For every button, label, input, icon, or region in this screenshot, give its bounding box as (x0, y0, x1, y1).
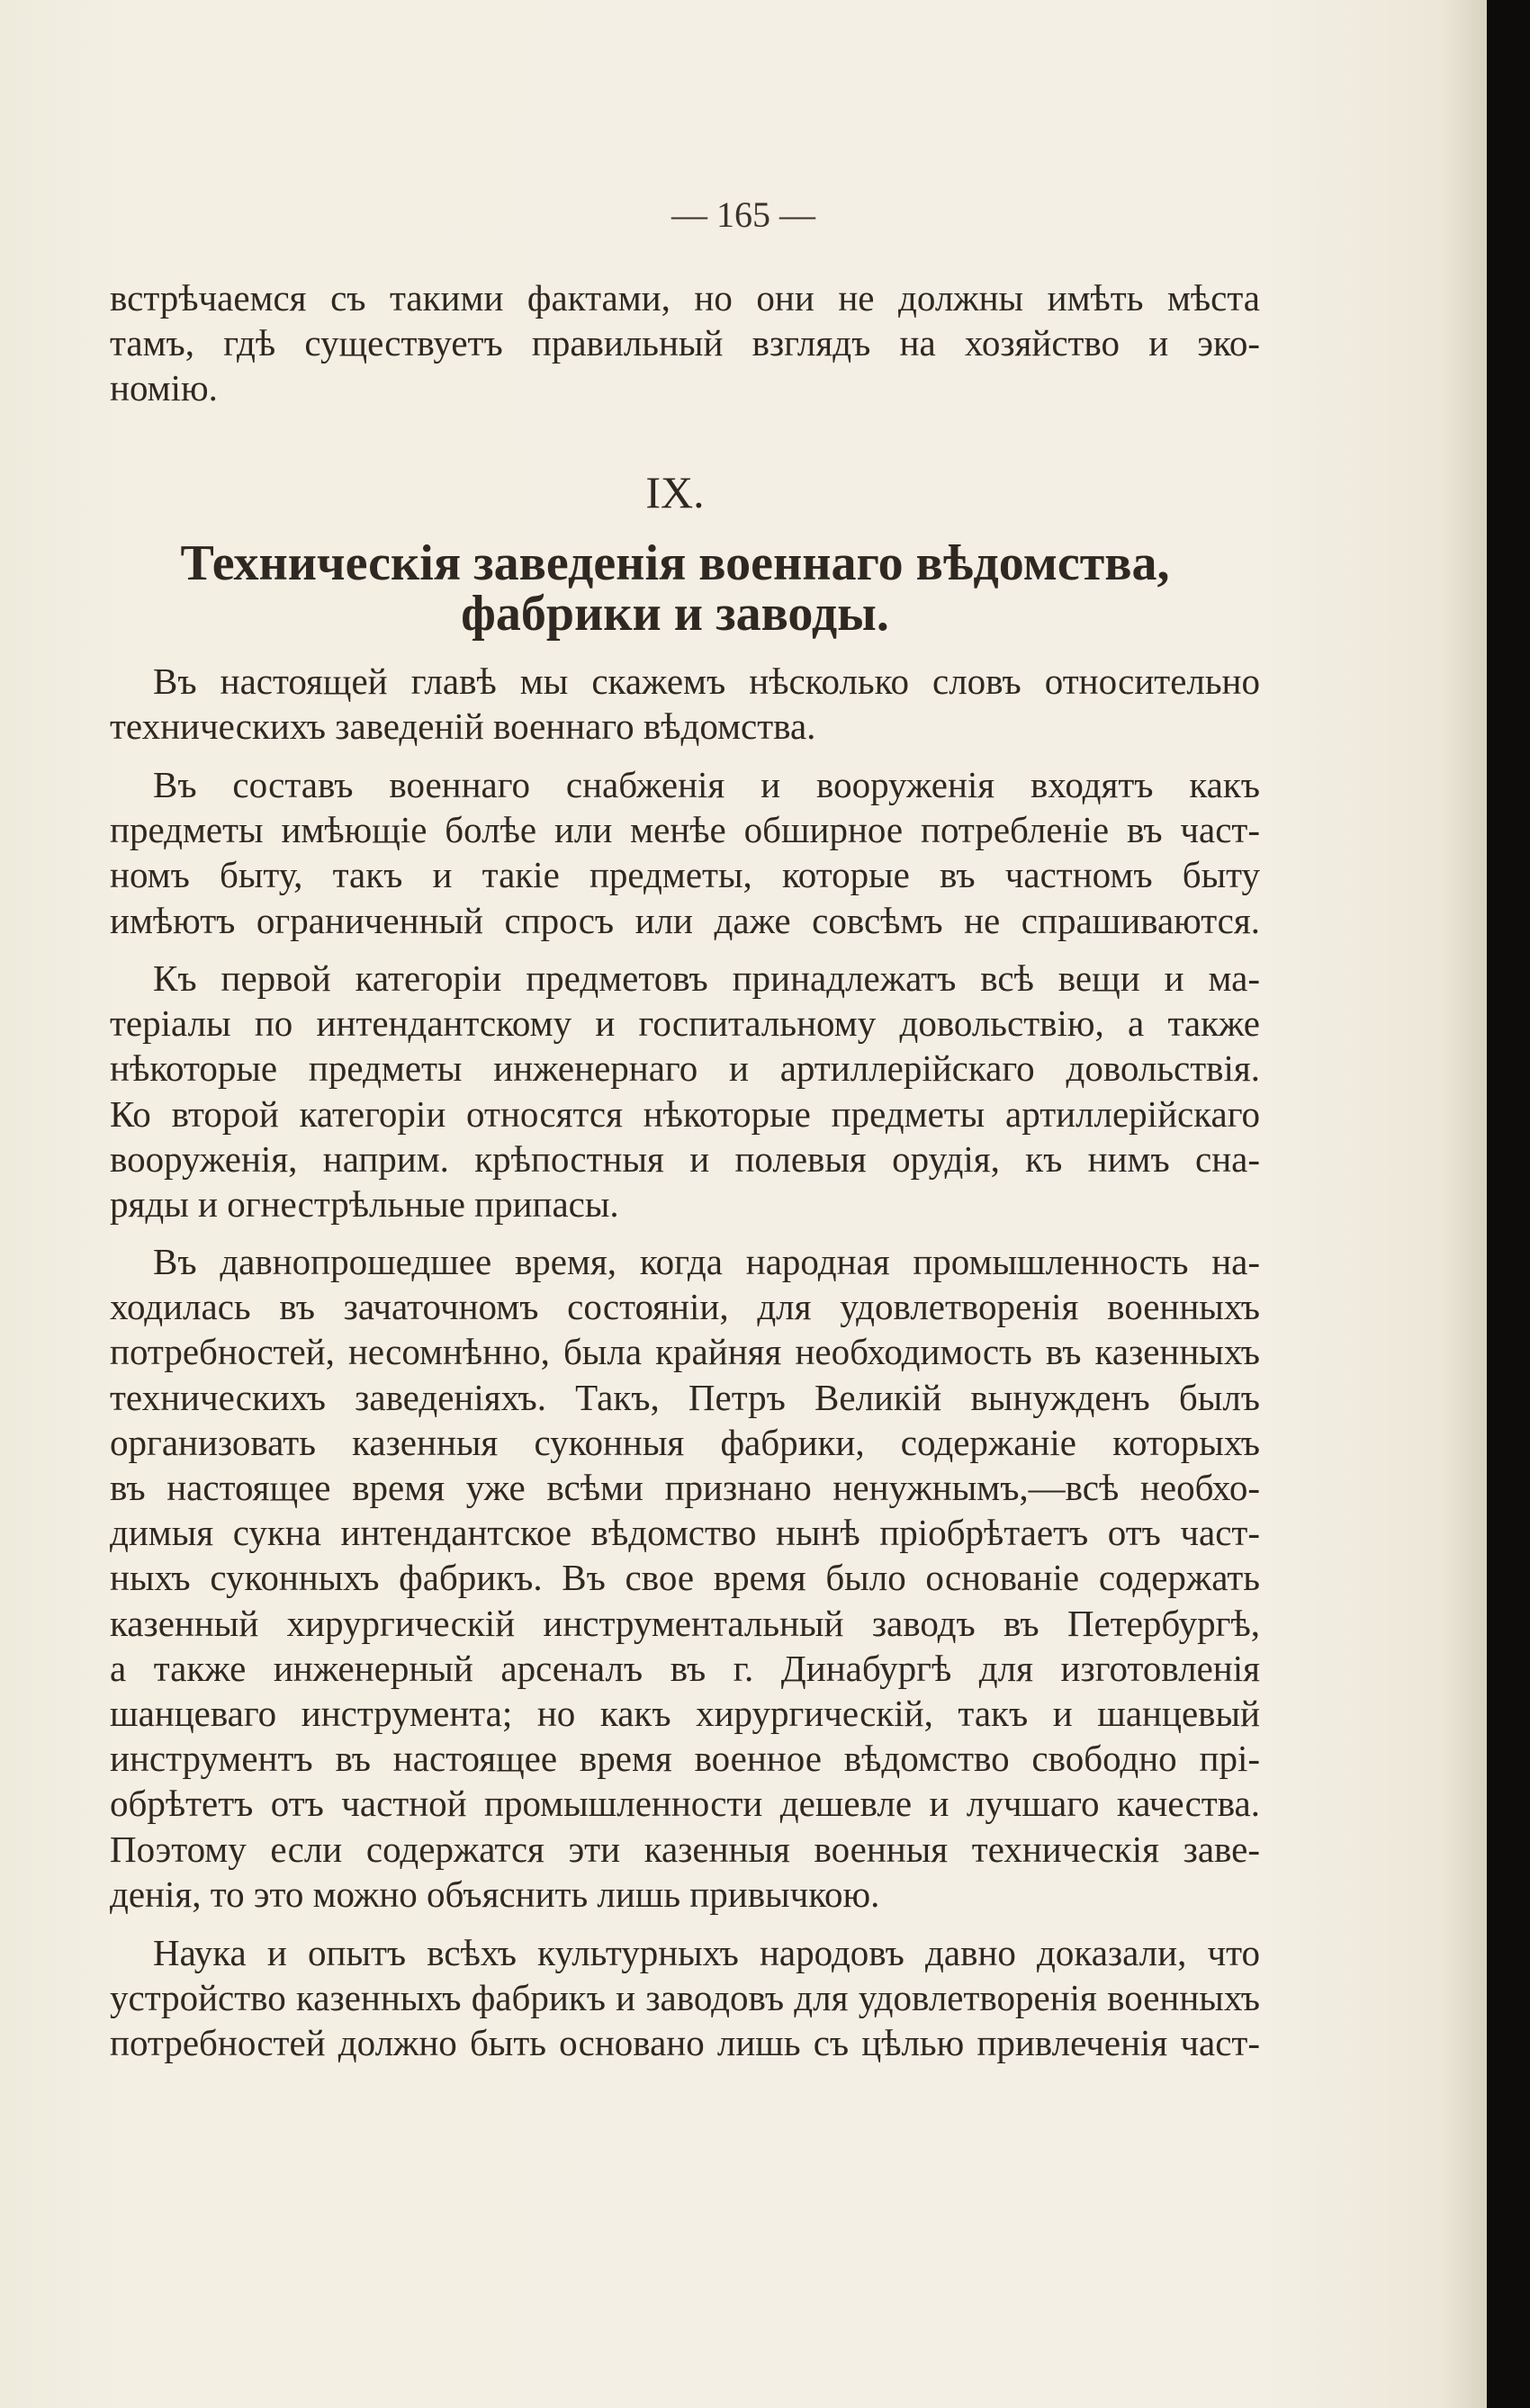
chapter-title-line: фабрики и заводы. (461, 586, 889, 642)
text-line: потребностей должно быть основано лишь съ цѣлью привлеченія част- (110, 2022, 1260, 2064)
text-line: а также инженерный арсеналъ въ г. Динабургѣ для изготовленія (110, 1647, 1260, 1689)
chapter-number: IX. (645, 467, 705, 517)
text-line: устройство казенныхъ фабрикъ и заводовъ для удовлетворенія военныхъ (110, 1977, 1260, 2019)
text-line: Къ первой категоріи предметовъ принадлежатъ всѣ вещи и ма- (153, 957, 1260, 999)
text-line: ходилась въ зачаточномъ состояніи, для удовлетворенія военныхъ (110, 1286, 1260, 1328)
chapter-title-line: Техническія заведенія военнаго вѣдомства, (180, 535, 1170, 591)
text-line: ряды и огнестрѣльные припасы. (110, 1183, 619, 1225)
text-line: встрѣчаемся съ такими фактами, но они не должны имѣть мѣста (110, 277, 1260, 319)
text-line: ныхъ суконныхъ фабрикъ. Въ свое время было основаніе содержать (110, 1557, 1260, 1599)
text-line: номію. (110, 367, 218, 409)
text-line: техническихъ заведеній военнаго вѣдомства. (110, 705, 816, 748)
text-line: номъ быту, такъ и такіе предметы, которые въ частномъ быту (110, 854, 1260, 896)
text-line: шанцеваго инструмента; но какъ хирургическій, такъ и шанцевый (110, 1693, 1260, 1734)
text-line: казенный хирургическій инструментальный заводъ въ Петербургѣ, (110, 1602, 1260, 1644)
text-line: Наука и опытъ всѣхъ культурныхъ народовъ давно доказали, что (153, 1932, 1260, 1973)
text-line: техническихъ заведеніяхъ. Такъ, Петръ Великій вынужденъ былъ (110, 1376, 1260, 1418)
text-line: димыя сукна интендантское вѣдомство нынѣ пріобрѣтаетъ отъ част- (110, 1512, 1260, 1554)
page-number: — 165 — (671, 194, 815, 235)
text-line: Въ составъ военнаго снабженія и вооруженія входятъ какъ (153, 764, 1260, 805)
text-line: организовать казенныя суконныя фабрики, содержаніе которыхъ (110, 1421, 1260, 1463)
text-line: тамъ, гдѣ существуетъ правильный взглядъ на хозяйство и эко- (110, 322, 1260, 364)
text-line: Въ настоящей главѣ мы скажемъ нѣсколько словъ относительно (153, 660, 1260, 702)
text-line: обрѣтетъ отъ частной промышленности дешевле и лучшаго качества. (110, 1783, 1260, 1825)
text-line: вооруженія, наприм. крѣпостныя и полевыя орудія, къ нимъ сна- (110, 1137, 1260, 1180)
text-line: инструментъ въ настоящее время военное вѣдомство свободно прі- (110, 1738, 1260, 1780)
scan-edge (1487, 0, 1530, 2408)
text-line: Поэтому если содержатся эти казенныя военныя техническія заве- (110, 1828, 1260, 1870)
text-line: Ко второй категоріи относятся нѣкоторые предметы артиллерійскаго (110, 1092, 1260, 1135)
text-line: денія, то это можно объяснить лишь привычкою. (110, 1873, 880, 1915)
text-line: нѣкоторые предметы инженернаго и артиллерійскаго довольствія. (110, 1047, 1260, 1090)
text-line: имѣютъ ограниченный спросъ или даже совсѣмъ не спрашиваются. (110, 899, 1260, 941)
text-line: предметы имѣющіе болѣе или менѣе обширное потребленіе въ част- (110, 809, 1260, 851)
text-line: потребностей, несомнѣнно, была крайняя необходимость въ казенныхъ (110, 1331, 1260, 1373)
text-line: Въ давнопрошедшее время, когда народная промышленность на- (153, 1241, 1260, 1282)
text-line: въ настоящее время уже всѣми признано ненужнымъ,—всѣ необхо- (110, 1467, 1260, 1508)
text-line: теріалы по интендантскому и госпитальному довольствію, а также (110, 1002, 1260, 1045)
